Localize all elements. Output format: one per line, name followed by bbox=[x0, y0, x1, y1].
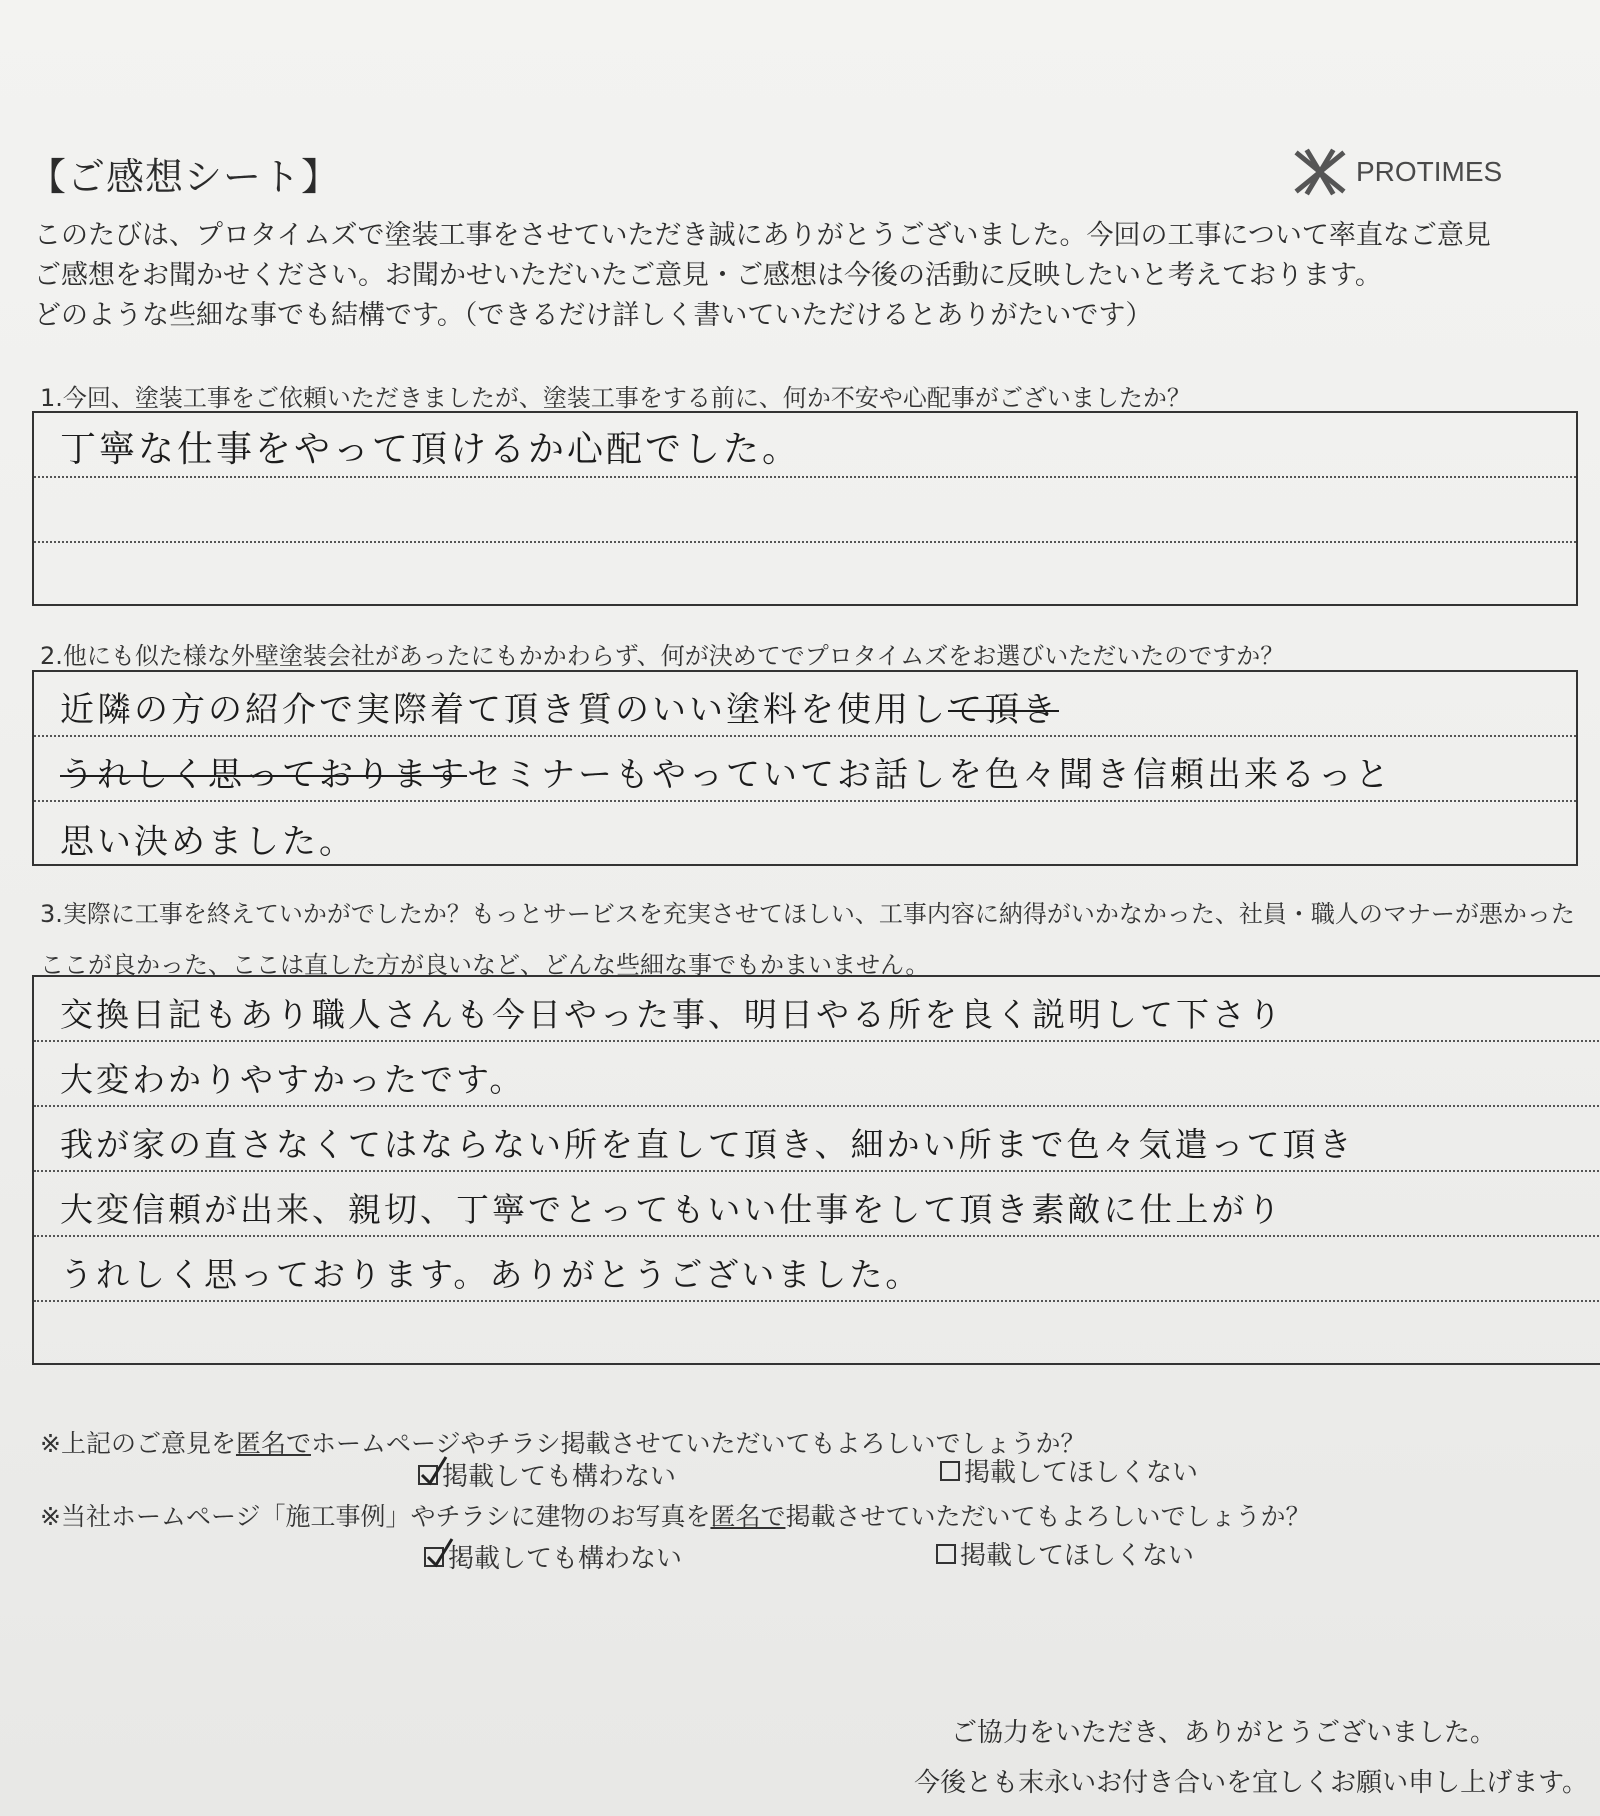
answer-line bbox=[34, 478, 1576, 543]
question-3-line-2: ここが良かった、ここは直した方が良いなど、どんな些細な事でもかまいません。 bbox=[40, 951, 930, 979]
answer-line bbox=[34, 977, 1600, 1042]
handwritten-answer: 近隣の方の紹介で実際着て頂き質のいい塗料を使用し bbox=[60, 690, 948, 730]
answer-line bbox=[34, 543, 1576, 608]
checkmark-icon bbox=[420, 1455, 448, 1487]
answer-line bbox=[34, 1107, 1600, 1172]
closing-line-1: ご協力をいただき、ありがとうございました。 bbox=[951, 1718, 1496, 1748]
answer-line bbox=[34, 1042, 1600, 1107]
closing-line-2: 今後とも末永いお付き合いを宜しくお願い申し上げます。 bbox=[914, 1768, 1588, 1798]
question-2: 2.他にも似た様な外壁塗装会社があったにもかかわらず、何が決めてでプロタイムズをお選びいただいたのですか？ bbox=[40, 642, 1285, 670]
intro-line: このたびは、プロタイムズで塗装工事をさせていただき誠にありがとうございました。今回の工事について率直なご意見 bbox=[34, 220, 1491, 251]
consent-2-yes-option[interactable] bbox=[424, 1538, 682, 1575]
handwritten-answer: セミナーもやっていてお話しを色々聞き信頼出来るっと bbox=[467, 755, 1392, 795]
question-1: 1.今回、塗装工事をご依頼いただきましたが、塗装工事をする前に、何か不安や心配事がございましたか？ bbox=[40, 384, 1191, 412]
handwritten-answer: うれしく思っております。ありがとうございました。 bbox=[60, 1255, 922, 1294]
struck-text: て頂き bbox=[948, 690, 1059, 730]
intro-text bbox=[34, 216, 1574, 336]
consent-text: 掲載させていただいてもよろしいでしょうか？ bbox=[785, 1502, 1311, 1531]
anonymous-underline: 匿名で bbox=[710, 1502, 786, 1531]
checkbox-checked[interactable] bbox=[418, 1465, 438, 1485]
checkbox-unchecked[interactable] bbox=[940, 1461, 960, 1481]
consent-question-1 bbox=[40, 1424, 1085, 1460]
handwritten-answer: 交換日記もあり職人さんも今日やった事、明日やる所を良く説明して下さり bbox=[60, 995, 1284, 1034]
handwritten-answer: 我が家の直さなくてはならない所を直して頂き、細かい所まで色々気遣って頂き bbox=[60, 1125, 1355, 1164]
intro-line: ご感想をお聞かせください。お聞かせいただいたご意見・ご感想は今後の活動に反映したいと考えております。 bbox=[34, 260, 1382, 291]
option-label: 掲載しても構わない bbox=[442, 1462, 677, 1492]
option-label: 掲載してほしくない bbox=[964, 1458, 1199, 1488]
answer-line bbox=[34, 802, 1576, 867]
answer-box-1[interactable] bbox=[32, 411, 1578, 606]
answer-line bbox=[34, 1302, 1600, 1367]
question-3-line-1: 3.実際に工事を終えていかがでしたか？もっとサービスを充実させてほしい、工事内容に納得がいかなかった、社員・職人のマナーが悪かった bbox=[40, 900, 1575, 928]
answer-box-2[interactable] bbox=[32, 670, 1578, 866]
consent-text: ホームページやチラシ掲載させていただいてもよろしいでしょうか？ bbox=[310, 1429, 1086, 1458]
checkmark-icon bbox=[426, 1537, 454, 1569]
answer-line bbox=[34, 737, 1576, 802]
protimes-logo-icon bbox=[1292, 148, 1348, 196]
intro-line: どのような些細な事でも結構です。（できるだけ詳しく書いていただけるとありがたいです） bbox=[34, 300, 1153, 331]
struck-text: うれしく思っております bbox=[60, 755, 467, 795]
consent-2-no-option[interactable] bbox=[936, 1535, 1194, 1572]
answer-line bbox=[34, 1172, 1600, 1237]
handwritten-answer: 大変わかりやすかったです。 bbox=[60, 1060, 526, 1099]
option-label: 掲載しても構わない bbox=[448, 1544, 683, 1574]
consent-question-2 bbox=[40, 1497, 1310, 1533]
handwritten-answer: 丁寧な仕事をやって頂けるか心配でした。 bbox=[60, 429, 802, 470]
checkbox-checked[interactable] bbox=[424, 1547, 444, 1567]
consent-text: ※当社ホームページ「施工事例」やチラシに建物のお写真を bbox=[40, 1502, 711, 1531]
checkbox-unchecked[interactable] bbox=[936, 1544, 956, 1564]
consent-text: ※上記のご意見を bbox=[40, 1429, 236, 1458]
handwritten-answer: 大変信頼が出来、親切、丁寧でとってもいい仕事をして頂き素敵に仕上がり bbox=[60, 1190, 1284, 1229]
answer-line bbox=[34, 413, 1576, 478]
answer-line bbox=[34, 672, 1576, 737]
option-label: 掲載してほしくない bbox=[960, 1541, 1195, 1571]
consent-1-no-option[interactable] bbox=[940, 1452, 1198, 1489]
consent-1-yes-option[interactable] bbox=[418, 1456, 676, 1493]
logo-text: PROTIMES bbox=[1356, 156, 1503, 187]
anonymous-underline: 匿名で bbox=[235, 1429, 311, 1458]
answer-line bbox=[34, 1237, 1600, 1302]
answer-box-3[interactable] bbox=[32, 975, 1600, 1365]
sheet-title: 【ご感想シート】 bbox=[28, 155, 341, 199]
protimes-logo bbox=[1292, 148, 1502, 196]
handwritten-answer: 思い決めました。 bbox=[60, 822, 356, 862]
